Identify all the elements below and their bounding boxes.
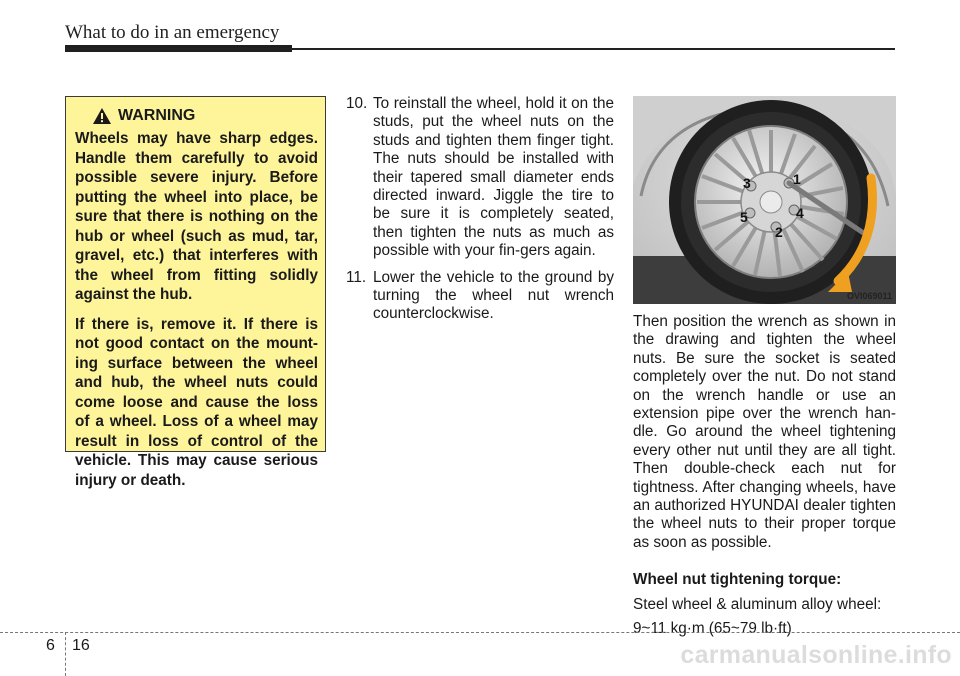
- step-text: Lower the vehicle to the ground by turning the wheel nut wrench counterclockwise.: [373, 268, 614, 323]
- step-item: [346, 95, 614, 261]
- nut-label: 2: [775, 224, 783, 240]
- torque-line: 9~11 kg·m (65~79 lb·ft): [633, 620, 792, 638]
- header-rule: [65, 48, 895, 50]
- torque-line: Steel wheel & aluminum alloy wheel:: [633, 595, 882, 613]
- warning-title: WARNING: [118, 107, 196, 124]
- body-paragraph: Then position the wrench as shown in the drawing and tighten the wheel nuts. Be sure the socket is seated completely over the nut. Do not stand on the wrench handle or use an extension pipe over the wrench han-dle. Go around the wheel tightening every other nut until they are all tight. Then double-check each nut for tightness. After changing wheels, have an authorized HYUNDAI dealer tighten the wheel nuts to their proper torque as soon as possible.: [633, 313, 896, 551]
- wheel-illustration: [633, 96, 896, 304]
- watermark: carmanualsonline.info: [680, 641, 952, 669]
- chapter-number: 6: [46, 637, 55, 654]
- procedure-steps: [346, 95, 614, 324]
- wheel-photo: [633, 96, 896, 304]
- nut-label: 3: [743, 175, 751, 191]
- page-number: 16: [72, 637, 90, 654]
- step-text: To reinstall the wheel, hold it on the studs, put the wheel nuts on the studs and tighten them finger tight. The nuts should be installed with their tapered small diameter ends directed inward. Jiggle the tire to be sure it is completely seated, then tighten the nuts as much as possible with your fin-gers again.: [373, 95, 614, 260]
- page-header-title: What to do in an emergency: [65, 22, 280, 43]
- footer-rule: [0, 632, 960, 633]
- step-number: 11.: [346, 268, 367, 286]
- nut-label: 1: [793, 171, 801, 187]
- instruction-column: [633, 313, 896, 639]
- step-number: 10.: [346, 95, 368, 112]
- nut-label: 4: [796, 205, 804, 221]
- figure-code: OVI069011: [846, 291, 892, 301]
- nut-label: 5: [740, 209, 748, 225]
- step-item: [346, 269, 614, 324]
- footer-divider: [65, 632, 66, 676]
- torque-heading: Wheel nut tightening torque:: [633, 571, 842, 589]
- warning-paragraph: If there is, remove it. If there is not good contact on the mount-ing surface between the wheel and hub, the wheel nuts could come loose and cause the loss of a wheel. Loss of a wheel may result in loss of control of the vehicle. This may cause serious injury or death.: [75, 315, 318, 489]
- warning-paragraph: Wheels may have sharp edges. Handle them carefully to avoid possible severe injury. Before putting the wheel into place, be sure that there is nothing on the hub or wheel (such as mud, tar, gravel, etc.) that interferes with the wheel from fitting solidly against the hub.: [75, 130, 318, 303]
- warning-heading: [92, 107, 318, 125]
- warning-box: [65, 96, 326, 489]
- warning-triangle-icon: [92, 107, 112, 125]
